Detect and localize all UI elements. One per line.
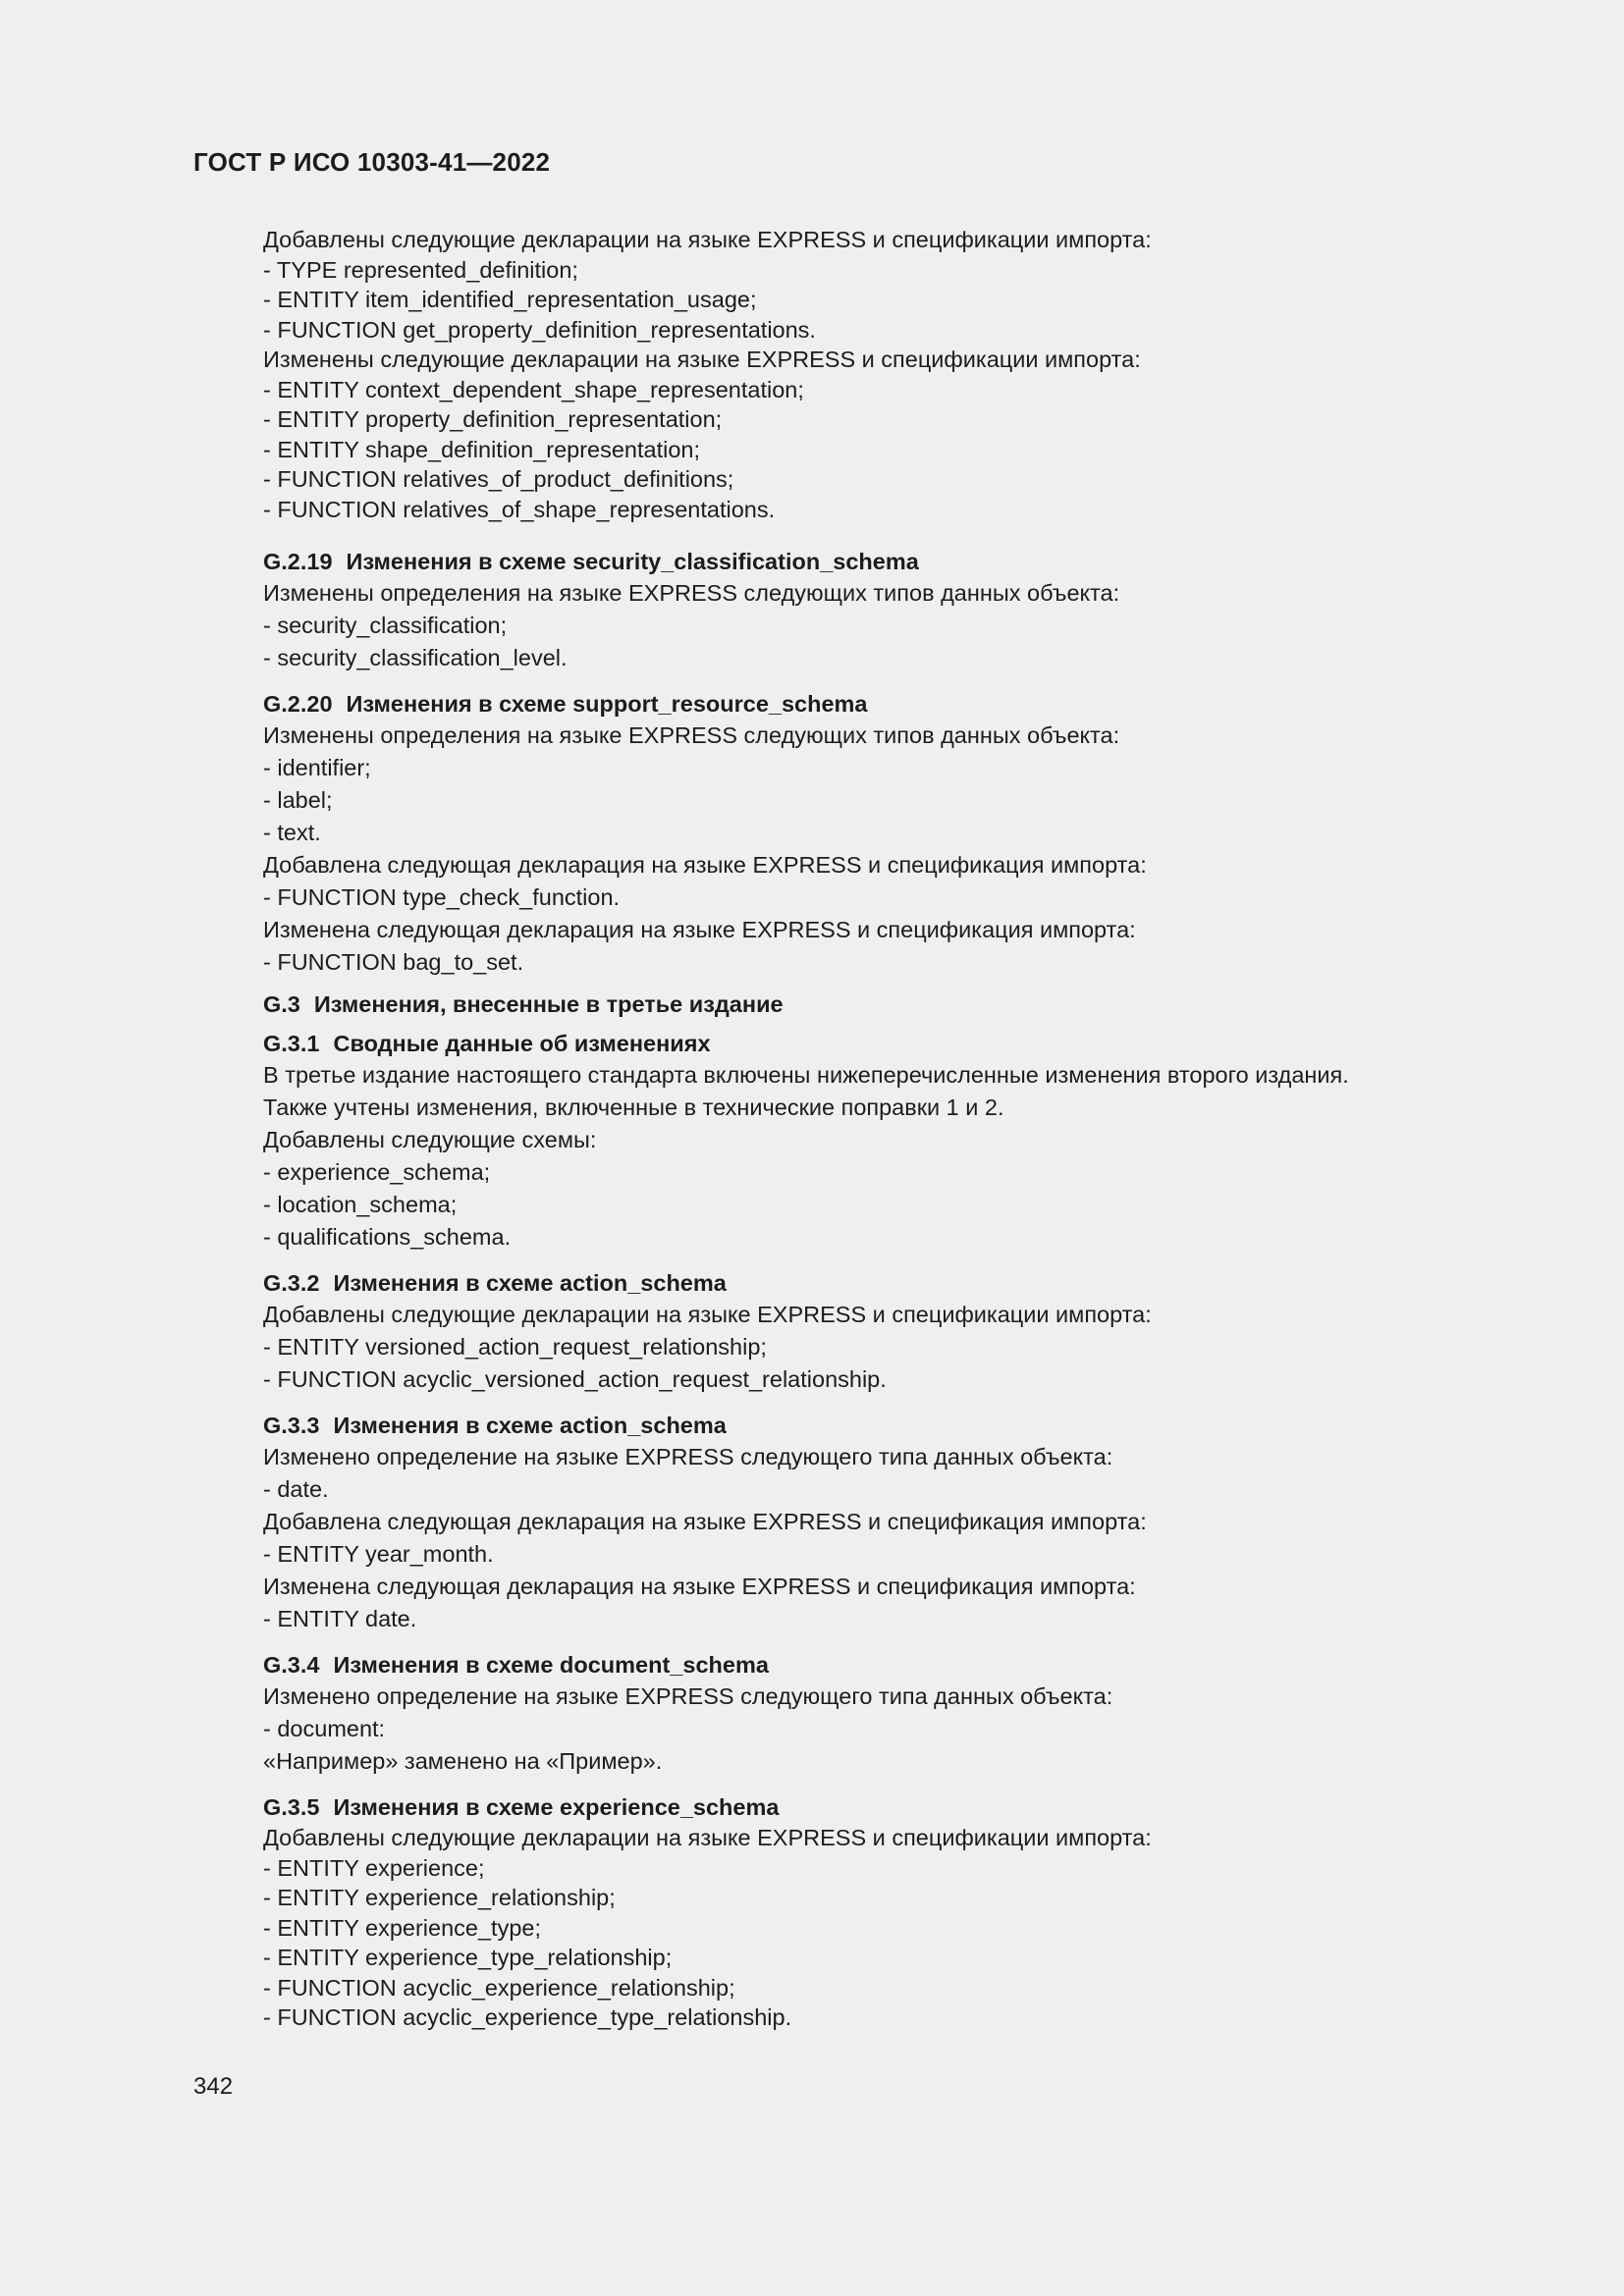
text-line: Добавлена следующая декларация на языке EXPRESS и спецификация импорта: — [263, 852, 1147, 878]
list-item: - security_classification_level. — [263, 645, 568, 670]
text-line: «Например» заменено на «Пример». — [263, 1748, 663, 1774]
section-number: G.2.19 — [263, 549, 333, 574]
list-item: - security_classification; — [263, 613, 508, 638]
text-line: Изменено определение на языке EXPRESS следующего типа данных объекта: — [263, 1683, 1113, 1709]
section-heading — [263, 988, 1569, 1020]
section-title: Изменения в схеме experience_schema — [333, 1794, 780, 1820]
section-heading — [263, 1410, 1569, 1441]
section-number: G.3.4 — [263, 1652, 320, 1678]
section-title: Изменения в схеме security_classification_schema — [346, 549, 919, 574]
section-g-3-1 — [263, 1028, 1569, 1254]
text-line: Также учтены изменения, включенные в технические поправки 1 и 2. — [263, 1095, 1004, 1120]
text-line: Изменены определения на языке EXPRESS следующих типов данных объекта: — [263, 580, 1120, 606]
section-title: Изменения в схеме action_schema — [333, 1270, 727, 1296]
section-number: G.3.2 — [263, 1270, 320, 1296]
list-item: - ENTITY experience_type; — [263, 1914, 541, 1941]
list-item: - date. — [263, 1476, 329, 1502]
list-item: - document: — [263, 1716, 386, 1741]
text-line: Изменена следующая декларация на языке EXPRESS и спецификация импорта: — [263, 1574, 1136, 1599]
list-item: - FUNCTION acyclic_experience_type_relationship. — [263, 2004, 792, 2030]
list-item: - TYPE represented_definition; — [263, 256, 578, 283]
list-item: - identifier; — [263, 755, 371, 780]
section-g-3-3 — [263, 1410, 1569, 1635]
list-item: - FUNCTION bag_to_set. — [263, 949, 524, 975]
list-item: - FUNCTION relatives_of_product_definitions; — [263, 466, 734, 492]
section-heading — [263, 1649, 1569, 1681]
list-item: - text. — [263, 820, 321, 845]
text-line: Добавлены следующие декларации на языке EXPRESS и спецификации импорта: — [263, 1302, 1152, 1327]
section-heading — [263, 546, 1569, 577]
list-item: - ENTITY experience_relationship; — [263, 1885, 616, 1910]
list-item: - ENTITY experience_type_relationship; — [263, 1945, 673, 1970]
list-item: - ENTITY context_dependent_shape_representation; — [263, 376, 804, 402]
section-g-3 — [263, 988, 1569, 1020]
list-item: - ENTITY experience; — [263, 1854, 485, 1881]
section-title: Изменения в схеме document_schema — [333, 1652, 769, 1678]
list-item: - FUNCTION relatives_of_shape_representations. — [263, 496, 776, 522]
section-g-3-2 — [263, 1267, 1569, 1396]
section-g-3-4 — [263, 1649, 1569, 1778]
page-header: ГОСТ Р ИСО 10303-41—2022 — [193, 147, 551, 177]
section-title: Изменения в схеме support_resource_schema — [346, 691, 868, 717]
text-line: Изменена следующая декларация на языке EXPRESS и спецификация импорта: — [263, 917, 1136, 942]
list-item: - ENTITY property_definition_representation; — [263, 406, 723, 432]
section-g-2-19 — [263, 546, 1569, 674]
list-item: - FUNCTION type_check_function. — [263, 884, 621, 910]
list-item: - FUNCTION acyclic_experience_relationship; — [263, 1974, 735, 2001]
list-item: - location_schema; — [263, 1192, 458, 1217]
list-item: - FUNCTION get_property_definition_representations. — [263, 316, 816, 343]
section-heading — [263, 1791, 1569, 1823]
section-heading — [263, 1028, 1569, 1059]
list-item: - experience_schema; — [263, 1159, 491, 1185]
section-g-2-20 — [263, 688, 1569, 979]
text-line: Изменены следующие декларации на языке EXPRESS и спецификации импорта: — [263, 347, 1141, 372]
section-heading — [263, 688, 1569, 720]
list-item: - label; — [263, 787, 333, 813]
page-number: 342 — [193, 2073, 234, 2100]
section-number: G.3.5 — [263, 1794, 320, 1820]
section-number: G.2.20 — [263, 691, 333, 717]
document-body — [263, 225, 1569, 2033]
section-number: G.3.1 — [263, 1031, 320, 1056]
text-line: Добавлена следующая декларация на языке EXPRESS и спецификация импорта: — [263, 1509, 1147, 1534]
list-item: - qualifications_schema. — [263, 1224, 512, 1250]
text-line: Изменены определения на языке EXPRESS следующих типов данных объекта: — [263, 722, 1120, 748]
section-title: Изменения в схеме action_schema — [333, 1413, 727, 1438]
text-line: Добавлены следующие декларации на языке EXPRESS и спецификации импорта: — [263, 227, 1152, 252]
section-title: Изменения, внесенные в третье издание — [313, 991, 784, 1017]
list-item: - ENTITY shape_definition_representation; — [263, 436, 701, 462]
list-item: - ENTITY item_identified_representation_usage; — [263, 287, 757, 312]
text-line: Добавлены следующие декларации на языке EXPRESS и спецификации импорта: — [263, 1825, 1152, 1850]
text-line: В третье издание настоящего стандарта включены нижеперечисленные изменения второго издания. — [263, 1062, 1349, 1088]
list-item: - FUNCTION acyclic_versioned_action_request_relationship. — [263, 1366, 887, 1392]
list-item: - ENTITY year_month. — [263, 1541, 494, 1567]
section-heading — [263, 1267, 1569, 1299]
section-number: G.3.3 — [263, 1413, 320, 1438]
text-line: Изменено определение на языке EXPRESS следующего типа данных объекта: — [263, 1444, 1113, 1469]
list-item: - ENTITY date. — [263, 1606, 417, 1631]
list-item: - ENTITY versioned_action_request_relationship; — [263, 1334, 767, 1360]
section-number: G.3 — [263, 991, 300, 1017]
section-title: Сводные данные об изменениях — [333, 1031, 711, 1056]
text-line: Добавлены следующие схемы: — [263, 1127, 597, 1152]
section-g-3-5 — [263, 1791, 1569, 2033]
intro-block — [263, 225, 1569, 524]
